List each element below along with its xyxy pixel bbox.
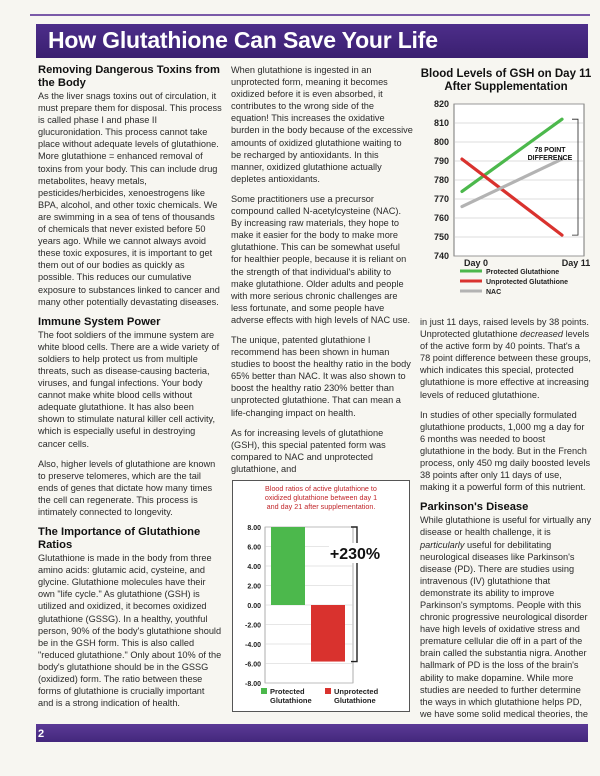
paragraph-ratios: Glutathione is made in the body from three amino acids: glutamic acid, cysteine, and glycine. Glutathione molecules have their own "life cycle." As glutathione (GSH) is utilized and oxidized, it becomes oxidized glutathione (GSSG). In a healthy, youthful person, 90% of the body's glutathione should be in the GSH form. This is also called "reduced glutathione." Only about 10% of the body's glutathione should be in the GSSG (oxidized) form. The ratio between these forms of glutathione is crucially important and is a strong indication of health.	[38, 553, 222, 709]
gsh-chart-title	[420, 68, 592, 94]
gsh-xtick-label: Day 11	[561, 258, 591, 268]
title-banner	[36, 24, 588, 58]
footer-bar	[36, 724, 588, 742]
column-left	[38, 64, 222, 709]
page-number: 2	[38, 728, 45, 740]
gsh-legend-label: NAC	[486, 289, 502, 296]
top-rule	[30, 14, 590, 16]
bar-ytick-label: 0.00	[247, 603, 261, 610]
ratio-bar-chart	[233, 481, 409, 711]
bar-legend-swatch	[261, 688, 267, 694]
gsh-title-line: Blood Levels of GSH on Day 11	[420, 68, 592, 80]
bar-chart-title: Blood ratios of active glutathione to	[265, 484, 377, 493]
paragraph-gsh-compare: As for increasing levels of glutathione (GSH), this special patented form was compared to NAC and unprotected glutathione, and	[231, 427, 386, 474]
heading-toxins: Removing Dangerous Toxins from the Body	[38, 64, 220, 89]
gsh-annotation: 78 POINT	[534, 147, 566, 154]
gsh-ytick-label: 820	[433, 99, 449, 109]
bar-mark	[311, 605, 345, 662]
bar-annotation: +230%	[329, 546, 381, 563]
bar-ytick-label: -4.00	[245, 642, 261, 649]
gsh-xtick-label: Day 0	[463, 258, 489, 268]
paragraph-unprotected: When glutathione is ingested in an unprotected form, meaning it becomes oxidized before it is even absorbed, it contributes to the wrong side of the equation! This increases the oxidative burden in the body because of the excessive amounts of oxidized glutathione waiting to be recharged by antioxidants. In this manner, oxidized glutathione actually depletes antioxidants.	[231, 65, 413, 184]
gsh-ytick-label: 810	[433, 118, 449, 128]
paragraph-studies: In studies of other specially formulated glutathione products, 1,000 mg a day for 6 months was needed to boost glutathione in the body. But in the French process, only 450 mg daily boosted levels 38 points after only 11 days of use, making it a powerful form of this nutrient.	[420, 409, 591, 493]
gsh-ytick-label: 750	[433, 232, 449, 242]
bar-legend-label: Protected	[270, 687, 305, 696]
heading-ratios: The Importance of Glutathione Ratios	[38, 526, 201, 552]
column-right	[420, 316, 592, 720]
bar-legend-label: Glutathione	[270, 696, 312, 705]
bar-chart-title: and day 21 after supplementation.	[266, 502, 376, 511]
gsh-ytick-label: 790	[433, 156, 449, 166]
column-middle	[231, 64, 413, 475]
bar-ytick-label: -6.00	[245, 661, 261, 669]
bar-ytick-label: 8.00	[247, 525, 261, 532]
bar-ytick-label: 2.00	[247, 583, 261, 591]
paragraph-toxins: As the liver snags toxins out of circulation, it must prepare them for disposal. This process is called phase I and phase II glucuronidation. This process cannot take place without adequate levels of glutathione. More glutathione = enhanced removal of toxins from your body. This can include drug metabolites, heavy metals, pesticides/herbicides, xenoestrogens like BPA, alcohol, and other toxic chemicals. We are swimming in a sea of tens of thousands of chemicals that never existed before 50 years ago. While we cannot always avoid these toxic exposures, it is important to get them out of our bodies as quickly as possible. This reduces our cumulative exposure to substances linked to cancer and many other potentially devastating diseases.	[38, 91, 222, 307]
gsh-ytick-label: 800	[433, 137, 449, 147]
bar-mark	[271, 527, 305, 605]
heading-parkinsons: Parkinson's Disease	[420, 501, 529, 514]
gsh-line-chart	[420, 96, 592, 306]
bar-ytick-label: -2.00	[245, 622, 261, 630]
gsh-legend-label: Protected Glutathione	[486, 269, 560, 276]
gsh-legend-label: Unprotected Glutathione	[486, 279, 569, 286]
ratio-bar-chart-box	[232, 480, 410, 712]
bar-ytick-label: 4.00	[247, 564, 261, 571]
bar-legend-label: Glutathione	[334, 696, 376, 705]
paragraph-parkinsons: While glutathione is useful for virtually any disease or health challenge, it is particularly useful for debilitating neurological diseases like Parkinson's disease (PD). There are studies using intravenous (IV) glutathione that demonstrate its ability to improve Parkinson's symptoms. People with this chronic progressive neurological disorder have high levels of oxidative stress and premature cellular die off in a part of the brain called the substantia nigra. Another hallmark of PD is the loss of the brain's ability to make dopamine. While more studies are needed to further determine the ways in which glutathione helps PD, we have some solid medical theories, the	[420, 515, 592, 719]
paragraph-patented: The unique, patented glutathione I recommend has been shown in human studies to boost the healthy ratio in the body 65% better than NAC. It was also shown to boost the healthy ratio 230% better than unprotected glutathione. That can mean a life-changing impact on health.	[231, 334, 411, 418]
heading-immune: Immune System Power	[38, 315, 161, 328]
gsh-ytick-label: 740	[433, 251, 449, 261]
bar-ytick-label: -8.00	[245, 681, 261, 688]
gsh-title-line: After Supplementation	[444, 81, 568, 93]
page-title: How Glutathione Can Save Your Life	[48, 27, 438, 53]
bar-chart-title: oxidized glutathione between day 1	[264, 493, 378, 502]
bar-legend-swatch	[325, 688, 331, 694]
paragraph-results: in just 11 days, raised levels by 38 points. Unprotected glutathione decreased levels of the active form by 40 points. That's a 78 point difference between these groups, which indicates this special, protected glutathione is more effective at increasing levels of reduced glutathione.	[420, 317, 591, 400]
bar-ytick-label: 6.00	[247, 544, 261, 552]
gsh-ytick-label: 760	[433, 213, 449, 223]
gsh-annotation: DIFFERENCE	[527, 155, 573, 162]
gsh-ytick-label: 780	[433, 175, 449, 185]
paragraph-telomeres: Also, higher levels of glutathione are known to preserve telomeres, which are the tail ends of genes that dictate how many times the cell can regenerate. This process is intimately connected to longevity.	[38, 458, 216, 517]
bar-legend-label: Unprotected	[334, 687, 379, 696]
paragraph-immune: The foot soldiers of the immune system are white blood cells. There are a wide variety of soldiers to help protect us from multiple threats, such as disease-causing bacteria, viruses, and fungal infections. Your body cannot make white blood cells without adequate glutathione. It has also been shown to stimulate natural killer cell activity, which is especially useful in destroying cancer cells.	[38, 329, 220, 449]
gsh-ytick-label: 770	[433, 194, 449, 204]
paragraph-nac: Some practitioners use a precursor compound called N-acetylcysteine (NAC). By increasing raw materials, they hope to make it easier for the body to make more glutathione. This can be somewhat useful for healthier people, because it is reliant on the strength of that individual's ability to make glutathione. Older adults and people with more serious chronic challenges are less fortunate, and some people have adverse effects with high levels of NAC use.	[231, 193, 411, 325]
